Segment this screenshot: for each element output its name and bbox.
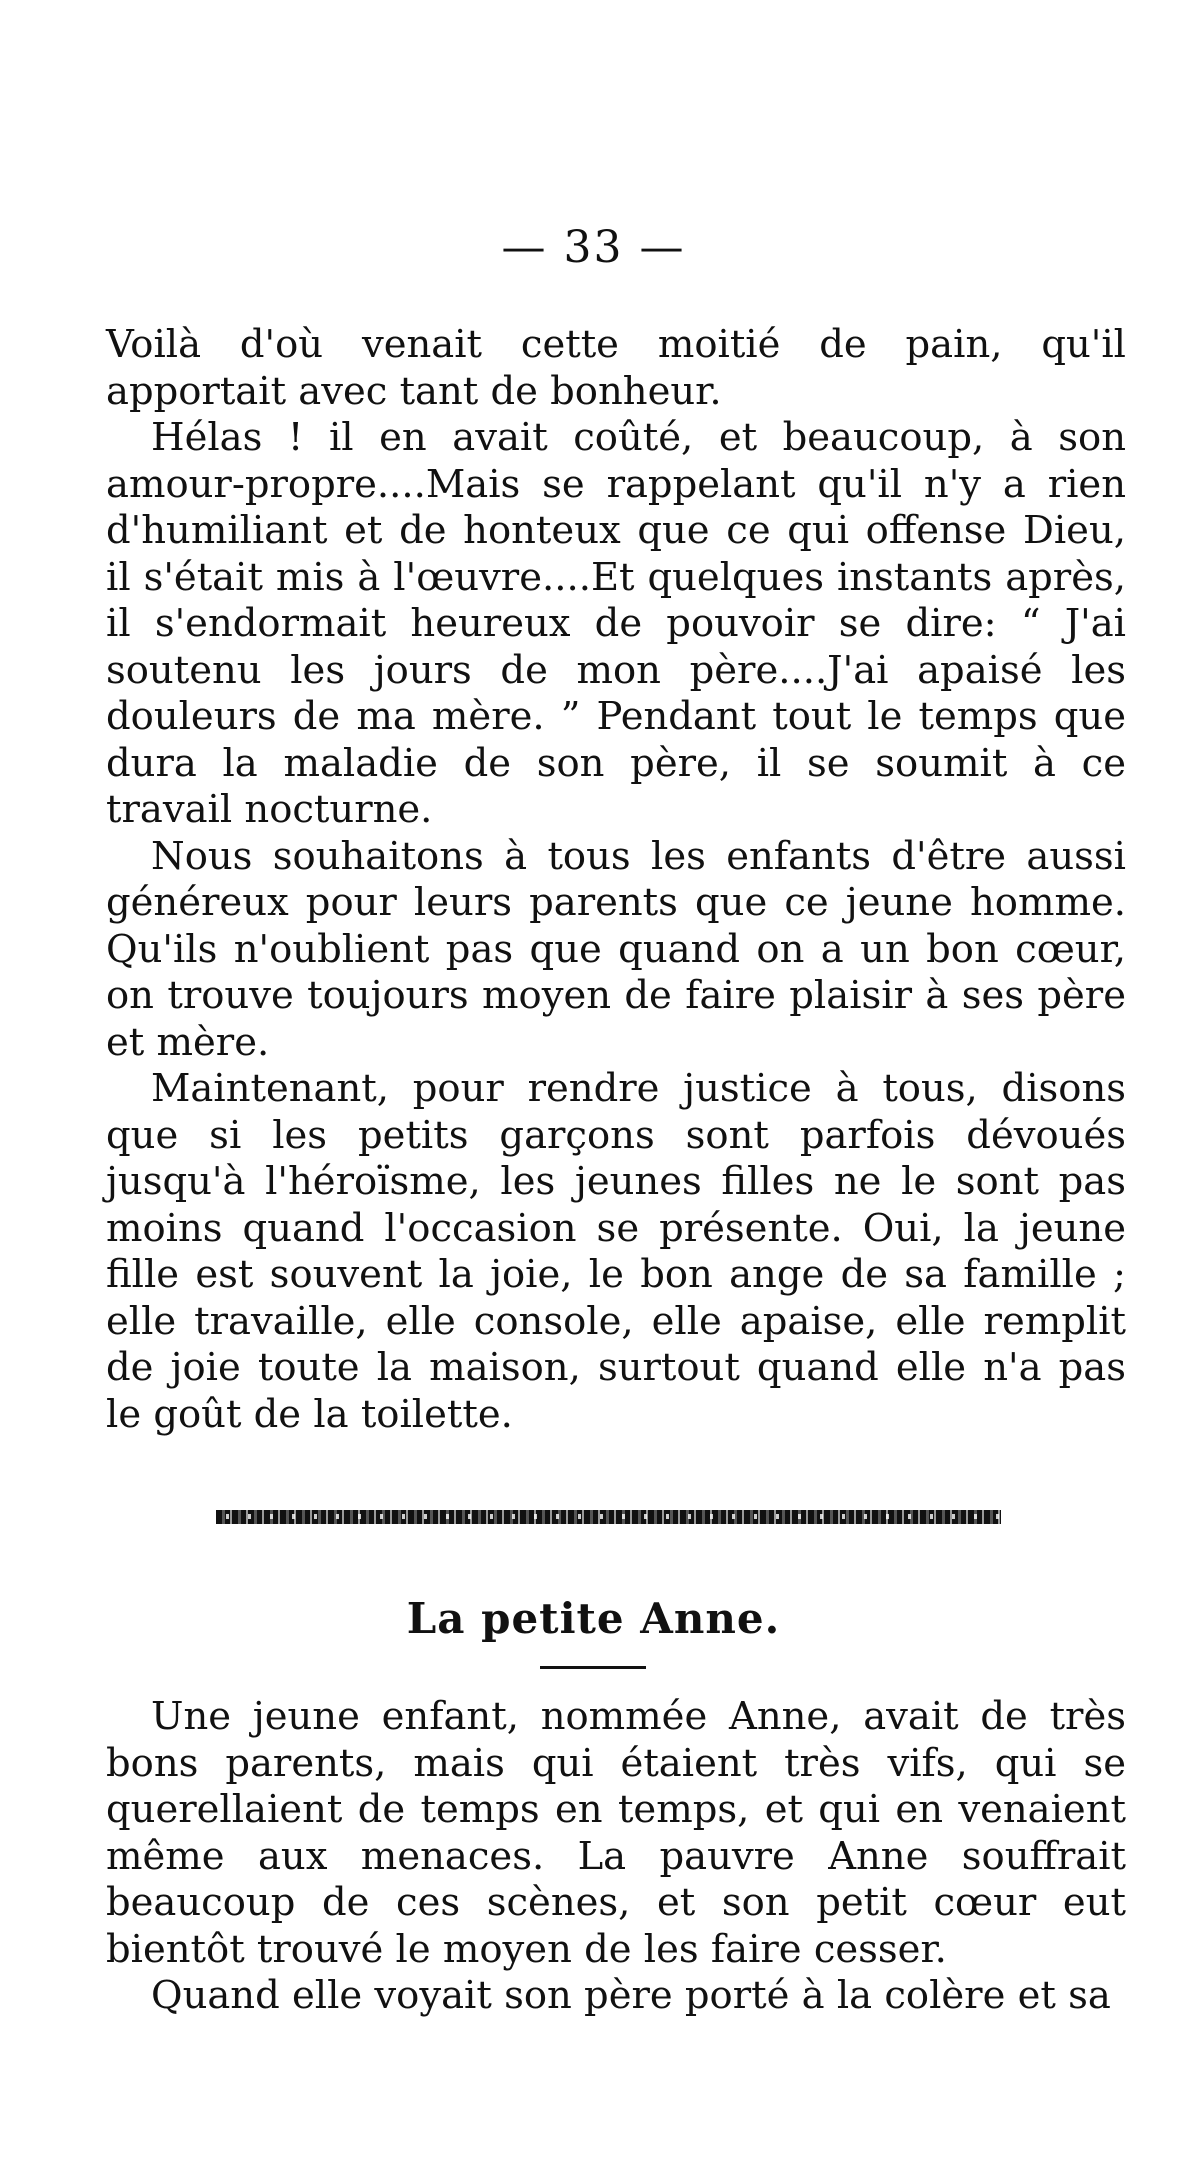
title-underline: [540, 1666, 646, 1669]
paragraph: Voilà d'où venait cette moitié de pain, qu'il apportait avec tant de bonheur.: [106, 322, 1126, 414]
page-number: — 33 —: [501, 222, 686, 273]
section-title: La petite Anne.: [406, 1594, 781, 1643]
paragraph: Une jeune enfant, nommée Anne, avait de très bons parents, mais qui étaient très vifs, qui se querellaient de temps en temps, et qui en venaient même aux menaces. La pauvre Anne souffrait beaucoup de ces scènes, et son petit cœur eut bientôt trouvé le moyen de les faire cesser.: [106, 1694, 1126, 1972]
paragraph: Maintenant, pour rendre justice à tous, disons que si les petits garçons sont parfois dévoués jusqu'à l'héroïsme, les jeunes filles ne le sont pas moins quand l'occasion se présente. Oui, la jeune fille est souvent la joie, le bon ange de sa famille ; elle travaille, elle console, elle apaise, elle remplit de joie toute la maison, surtout quand elle n'a pas le goût de la toilette.: [106, 1066, 1126, 1437]
body-text-part2: [106, 1694, 1126, 2020]
paragraph: Quand elle voyait son père porté à la colère et sa: [151, 1973, 1111, 2018]
ornamental-divider: [216, 1510, 1001, 1524]
body-text-part1: [106, 322, 1126, 1438]
paragraph: Hélas ! il en avait coûté, et beaucoup, à son amour-propre....Mais se rappelant qu'il n'y a rien d'humiliant et de honteux que ce qui offense Dieu, il s'était mis à l'œuvre....Et quelques instants après, il s'endormait heureux de pouvoir se dire: “ J'ai soutenu les jours de mon père....J'ai apaisé les douleurs de ma mère. ” Pendant tout le temps que dura la maladie de son père, il se soumit à ce travail nocturne.: [106, 415, 1126, 832]
paragraph: Nous souhaitons à tous les enfants d'être aussi généreux pour leurs parents que ce jeune homme. Qu'ils n'oublient pas que quand on a un bon cœur, on trouve toujours moyen de faire plaisir à ses père et mère.: [106, 833, 1126, 1065]
